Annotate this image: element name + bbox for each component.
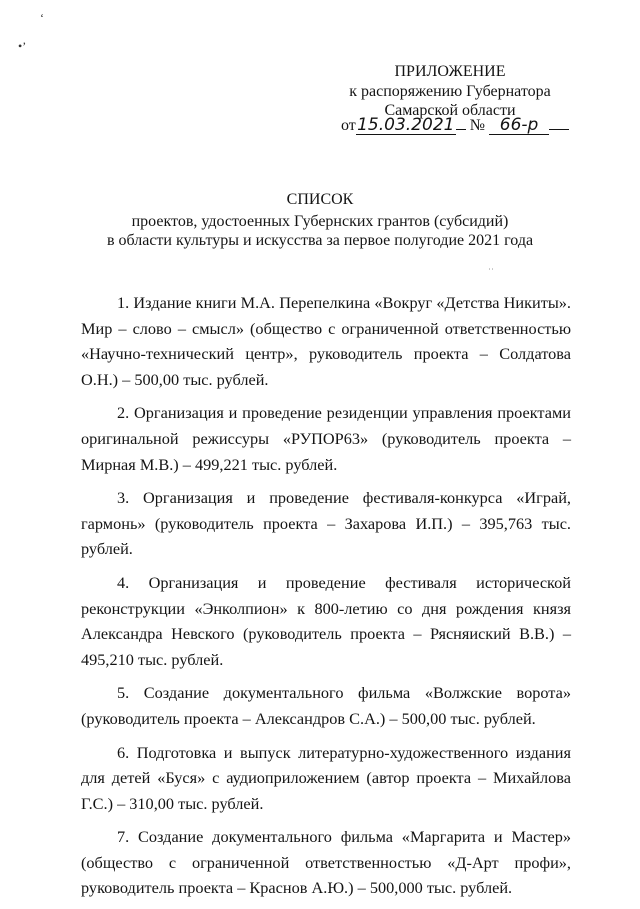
list-item: 2. Организация и проведение резиденции управления проектами оригинальной режиссуры «РУПОР63» (руководитель проекта – Мирная М.В.) – 499,221 тыс. рублей. — [81, 403, 571, 474]
list-item: 6. Подготовка и выпуск литературно-художественного издания для детей «Буся» с аудиоприложением (автор проекта – Михайлова Г.С.) – 310,00 тыс. рублей. — [81, 742, 571, 813]
appendix-date-line — [341, 116, 569, 136]
appendix-title: ПРИЛОЖЕНИЕ — [394, 63, 506, 80]
list-item: 7. Создание документального фильма «Маргарита и Мастер» (общество с ограниченной ответственностью «Д-Арт профи», руководитель проекта – Краснов А.Ю.) – 500,000 тыс. рублей. — [81, 827, 571, 898]
document-heading: СПИСОК — [286, 191, 354, 208]
projects-list — [81, 290, 571, 909]
list-item: 1. Издание книги М.А. Перепелкина «Вокруг «Детства Никиты». Мир – слово – смысл» (общество с ограниченной ответственностью «Научно-технический центр», руководитель проекта – Солдатова О.Н.) – 500,00 тыс. рублей. — [81, 293, 571, 389]
scan-mark: ˙˙ — [488, 267, 494, 277]
date-prefix: от — [341, 117, 356, 134]
appendix-line-2: Самарской области — [384, 102, 516, 119]
list-item: 5. Создание документального фильма «Волжские ворота» (руководитель проекта – Александров С.А.) – 500,00 тыс. рублей. — [81, 683, 571, 728]
scan-mark: ‘ — [40, 11, 44, 25]
appendix-header — [330, 62, 570, 120]
document-title-block — [60, 190, 580, 250]
appendix-line-1: к распоряжению Губернатора — [349, 83, 551, 100]
list-item: 3. Организация и проведение фестиваля-конкурса «Играй, гармонь» (руководитель проекта – Захарова И.П.) – 395,763 тыс. рублей. — [81, 488, 571, 559]
scan-mark: •’ — [18, 39, 27, 53]
handwritten-date: 15.03.2021 — [357, 115, 455, 135]
document-subtitle-line-1: проектов, удостоенных Губернских грантов (субсидий) — [131, 213, 509, 230]
handwritten-number: 66-р — [489, 116, 549, 135]
document-subtitle-line-2: в области культуры и искусства за первое полугодие 2021 года — [106, 232, 534, 249]
list-item: 4. Организация и проведение фестиваля исторической реконструкции «Энколпион» к 800-летию со дня рождения князя Александра Невского (руководитель проекта – Рясняиский В.В.) – 495,210 тыс. рублей. — [81, 572, 571, 669]
number-prefix: № — [469, 117, 486, 134]
